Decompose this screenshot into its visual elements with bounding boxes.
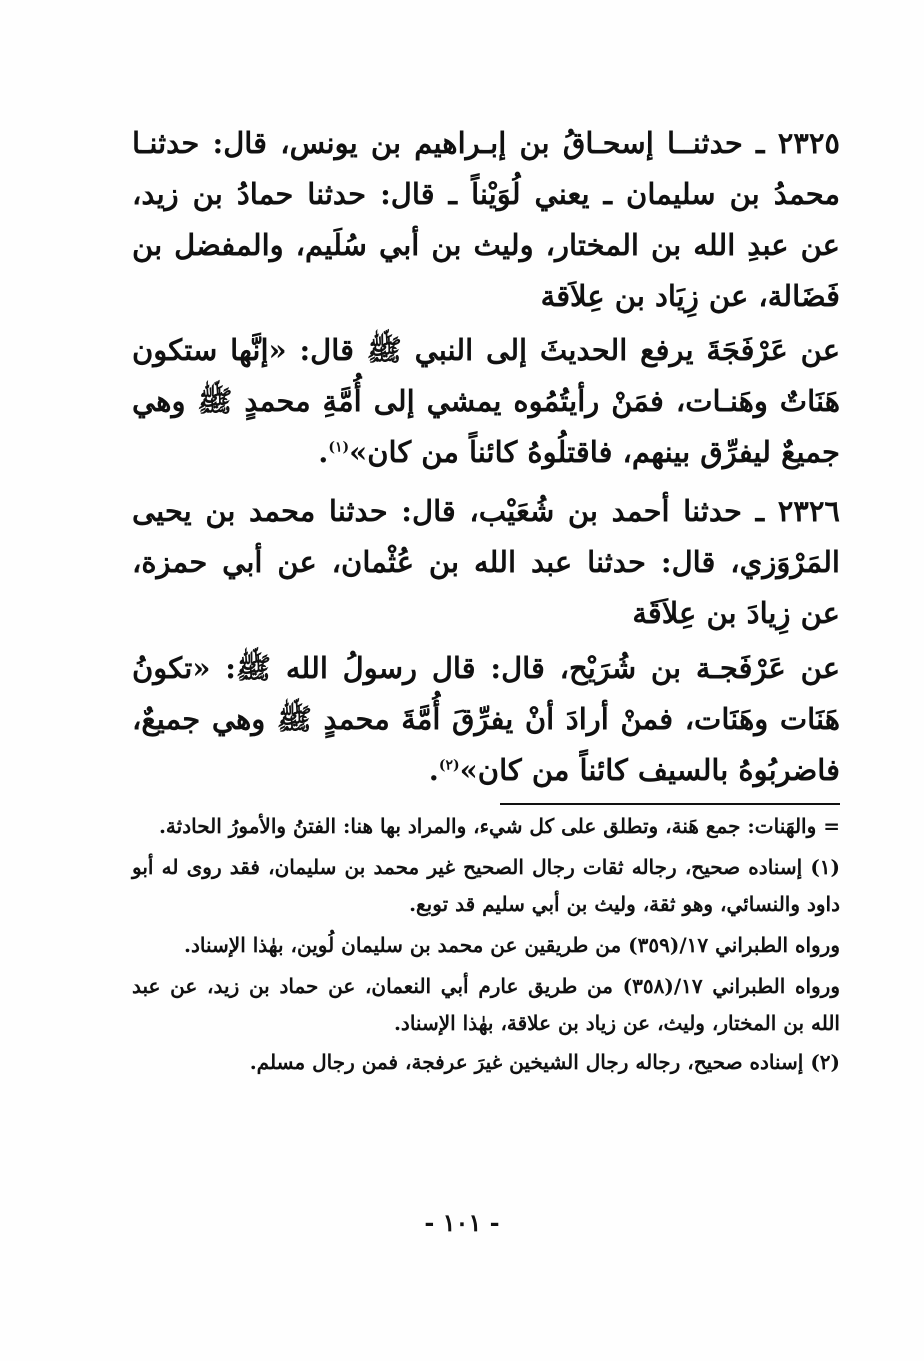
hadith-2326-isnad-text: ٢٣٢٦ ـ حدثنا أحمد بن شُعَيْب، قال: حدثنا محمد بن يحيى المَرْوَزي، قال: حدثنا عبد الله بن عُثْمان، عن أبي حمزة، عن زِيادَ بن عِلاَقَة	[132, 494, 840, 630]
footnote-2: (٢) إسناده صحيح، رجاله رجال الشيخين غيرَ عرفجة، فمن رجال مسلم.	[249, 1050, 840, 1074]
footnotes-section	[132, 808, 840, 1081]
footnote-1-a: (١) إسناده صحيح، رجاله ثقات رجال الصحيح غير محمد بن سليمان، فقد روى له أبو داود والنسائي، وهو ثقة، وليث بن أبي سليم قد توبع.	[132, 855, 840, 916]
hadith-2326-matn	[132, 643, 840, 796]
page-number: - ١٠١ -	[424, 1208, 500, 1237]
hadith-2325-matn: عن عَرْفَجَةَ يرفع الحديثَ إلى النبي ﷺ قال: «إنَّها ستكون هَنَاتٌ وهَنـات، فمَنْ رأيتُمُوه يمشي إلى أُمَّةِ محمدٍ ﷺ وهي جميعٌ ليفرِّق بينهم، فاقتلُوهُ كائناً من كان»$^{(١)}$.	[132, 333, 840, 469]
footnote-ref-1: (١)	[328, 439, 350, 456]
footnote-1-c: ورواه الطبراني ١٧/(٣٥٨) من طريق عارم أبي النعمان، عن حماد بن زيد، عن عبد الله بن المختار، وليث، عن زياد بن علاقة، بهٰذا الإسناد.	[132, 974, 840, 1035]
footnote-divider	[500, 803, 840, 805]
hadith-2326-isnad	[132, 486, 840, 639]
hadith-2325-isnad	[132, 118, 840, 322]
footnote-continuation: = والهَنات: جمع هَنة، وتطلق على كل شيء، والمراد بها هنا: الفتنُ والأمورُ الحادثة.	[158, 814, 840, 838]
hadith-2326-matn-text: عن عَرْفَجـة بن شُرَيْح، قال: قال رسولُ الله ﷺ: «تكونُ هَنَات وهَنَات، فمنْ أرادَ أنْ يفرِّقَ أُمَّةَ محمدٍ ﷺ وهي جميعٌ، فاضربُوهُ بالسيف كائناً من كان»	[132, 651, 841, 787]
hadith-2326-end: .	[428, 753, 439, 787]
footnote-ref-2: (٢)	[438, 757, 460, 774]
hadith-2325-isnad-text: ٢٣٢٥ ـ حدثنــا إسحـاقُ بن إبـراهيم بن يونس، قال: حدثنـا محمدُ بن سليمان ـ يعني لُوَيْناً ـ قال: حدثنا حمادُ بن زيد، عن عبدِ الله بن المختار، وليث بن أبي سُلَيم، والمفضل بن فَضَالة، عن زِيَاد بن عِلاَقة	[132, 126, 840, 313]
footnote-1-b: ورواه الطبراني ١٧/(٣٥٩) من طريقين عن محمد بن سليمان لُوين، بهٰذا الإسناد.	[184, 933, 840, 957]
hadith-2325-matn-text: عن عَرْفَجَةَ يرفع الحديثَ إلى النبي ﷺ قال: «إنَّها ستكون هَنَاتٌ وهَنـات، فمَنْ رأيتُمُوه يمشي إلى أُمَّةِ محمدٍ ﷺ وهي جميعٌ ليفرِّق بينهم، فاقتلُوهُ كائناً من كان»	[132, 333, 840, 469]
